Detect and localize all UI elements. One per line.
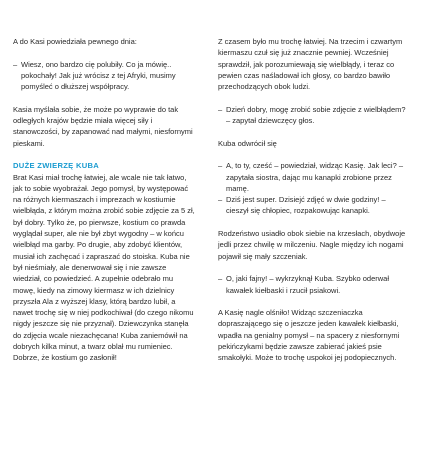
dialogue-text: Wiesz, ono bardzo cię polubiły. Co ja mówię.. pokochały! Jak już wrócisz z tej Afryki, musimy pomyśleć o dłuższej współpracy.	[21, 59, 176, 92]
right-column	[218, 36, 408, 375]
paragraph: A Kasię nagle olśniło! Widząc szczeniaczka dopraszającego się o jeszcze jeden kawałek kiełbaski, wpadła na genialny pomysł – na spacery z niesfornymi pekińczykami będzie zawsze zabierać jakieś psie smakołyki. Może to trochę uspokoi jej podopiecznych.	[218, 308, 400, 363]
paragraph: Brat Kasi miał trochę łatwiej, ale wcale nie tak łatwo, jak to sobie wyobrażał. Jego pomysł, by występować na różnych kiermaszach i imprezach w kostiumie wielbłąda, z którym można zrobić sobie zdjęcie za 5 zł, był dobry. Tylko że, po pierwsze, kostium co prawda wyglądał super, ale nie był zbyt wygodny – w końcu wielbłąd ma garby. Po drugie, aby zdobyć klientów, musiał ich zachęcać i zapraszać do stoiska. Kuba nie był nieśmiały, ale denerwował się i nie zawsze wiedział, co powiedzieć. A zupełnie odebrało mu mowę, kiedy na zimowy kiermasz w ich dzielnicy przyszła Ala z wyższej klasy, którą bardzo lubił, a nawet trochę się w niej podkochiwał (do czego nikomu nigdy jeszcze się nie przyznał). Dziewczynka stanęła do zdjęcia wcale niezachęcana! Kuba zaniemówił na dobrych kilka minut, a twarz oblał mu rumieniec. Dobrze, że kostium go zasłonił!	[13, 172, 195, 363]
dialogue-dash: –	[13, 59, 18, 69]
dialogue-line	[218, 273, 408, 307]
dialogue-text: O, jaki fajny! – wykrzyknął Kuba. Szybko oderwał kawałek kiełbaski i rzucił psiakowi.	[226, 274, 389, 295]
paragraph: Kasia myślała sobie, że może po wyprawie do tak odległych krajów będzie miała więcej siły i stanowczości, by zapanować nad małymi, niesfornymi pieskami.	[13, 104, 193, 148]
paragraph: A do Kasi powiedziała pewnego dnia:	[13, 37, 137, 46]
dialogue-text: A, to ty, cześć – powiedział, widząc Kasię. Jak leci? – zapytała siostra, dając mu kanapki zrobione przez mamę.	[226, 161, 404, 193]
dialogue-dash: –	[218, 161, 223, 171]
section-heading: DUŻE ZWIERZĘ KUBA	[13, 161, 100, 171]
dialogue-text: Dziś jest super. Dzisiejć zdjęć w dwie godziny! – cieszył się chłopiec, rozpakowując kanapki.	[226, 195, 386, 216]
dialogue-line	[218, 194, 408, 228]
paragraph: Rodzeństwo usiadło obok siebie na krzesłach, obydwoje jedli przez chwilę w milczeniu. Nagle między ich nogami pojawił się mały szczeniak.	[218, 229, 406, 261]
dialogue-dash: –	[218, 104, 223, 114]
dialogue-line	[218, 104, 408, 138]
dialogue-dash: –	[218, 274, 223, 284]
dialogue-dash: –	[218, 195, 223, 205]
paragraph: Z czasem było mu trochę łatwiej. Na trzecim i czwartym kiermaszu czuł się już znacznie pewniej. Wcześniej sprawdził, jak porozumiewają się wielbłądy, i teraz co pewien czas naśladował ich głosy, co bardzo bawiło przechodzących obok ludzi.	[218, 37, 403, 92]
dialogue-text: Dzień dobry, mogę zrobić sobie zdjęcie z wielbłądem? – zapytał dziewczęcy głos.	[226, 104, 406, 126]
left-column	[13, 36, 195, 375]
dialogue-line	[218, 160, 408, 194]
dialogue-line	[13, 59, 195, 104]
paragraph: Kuba odwrócił się	[218, 138, 277, 148]
